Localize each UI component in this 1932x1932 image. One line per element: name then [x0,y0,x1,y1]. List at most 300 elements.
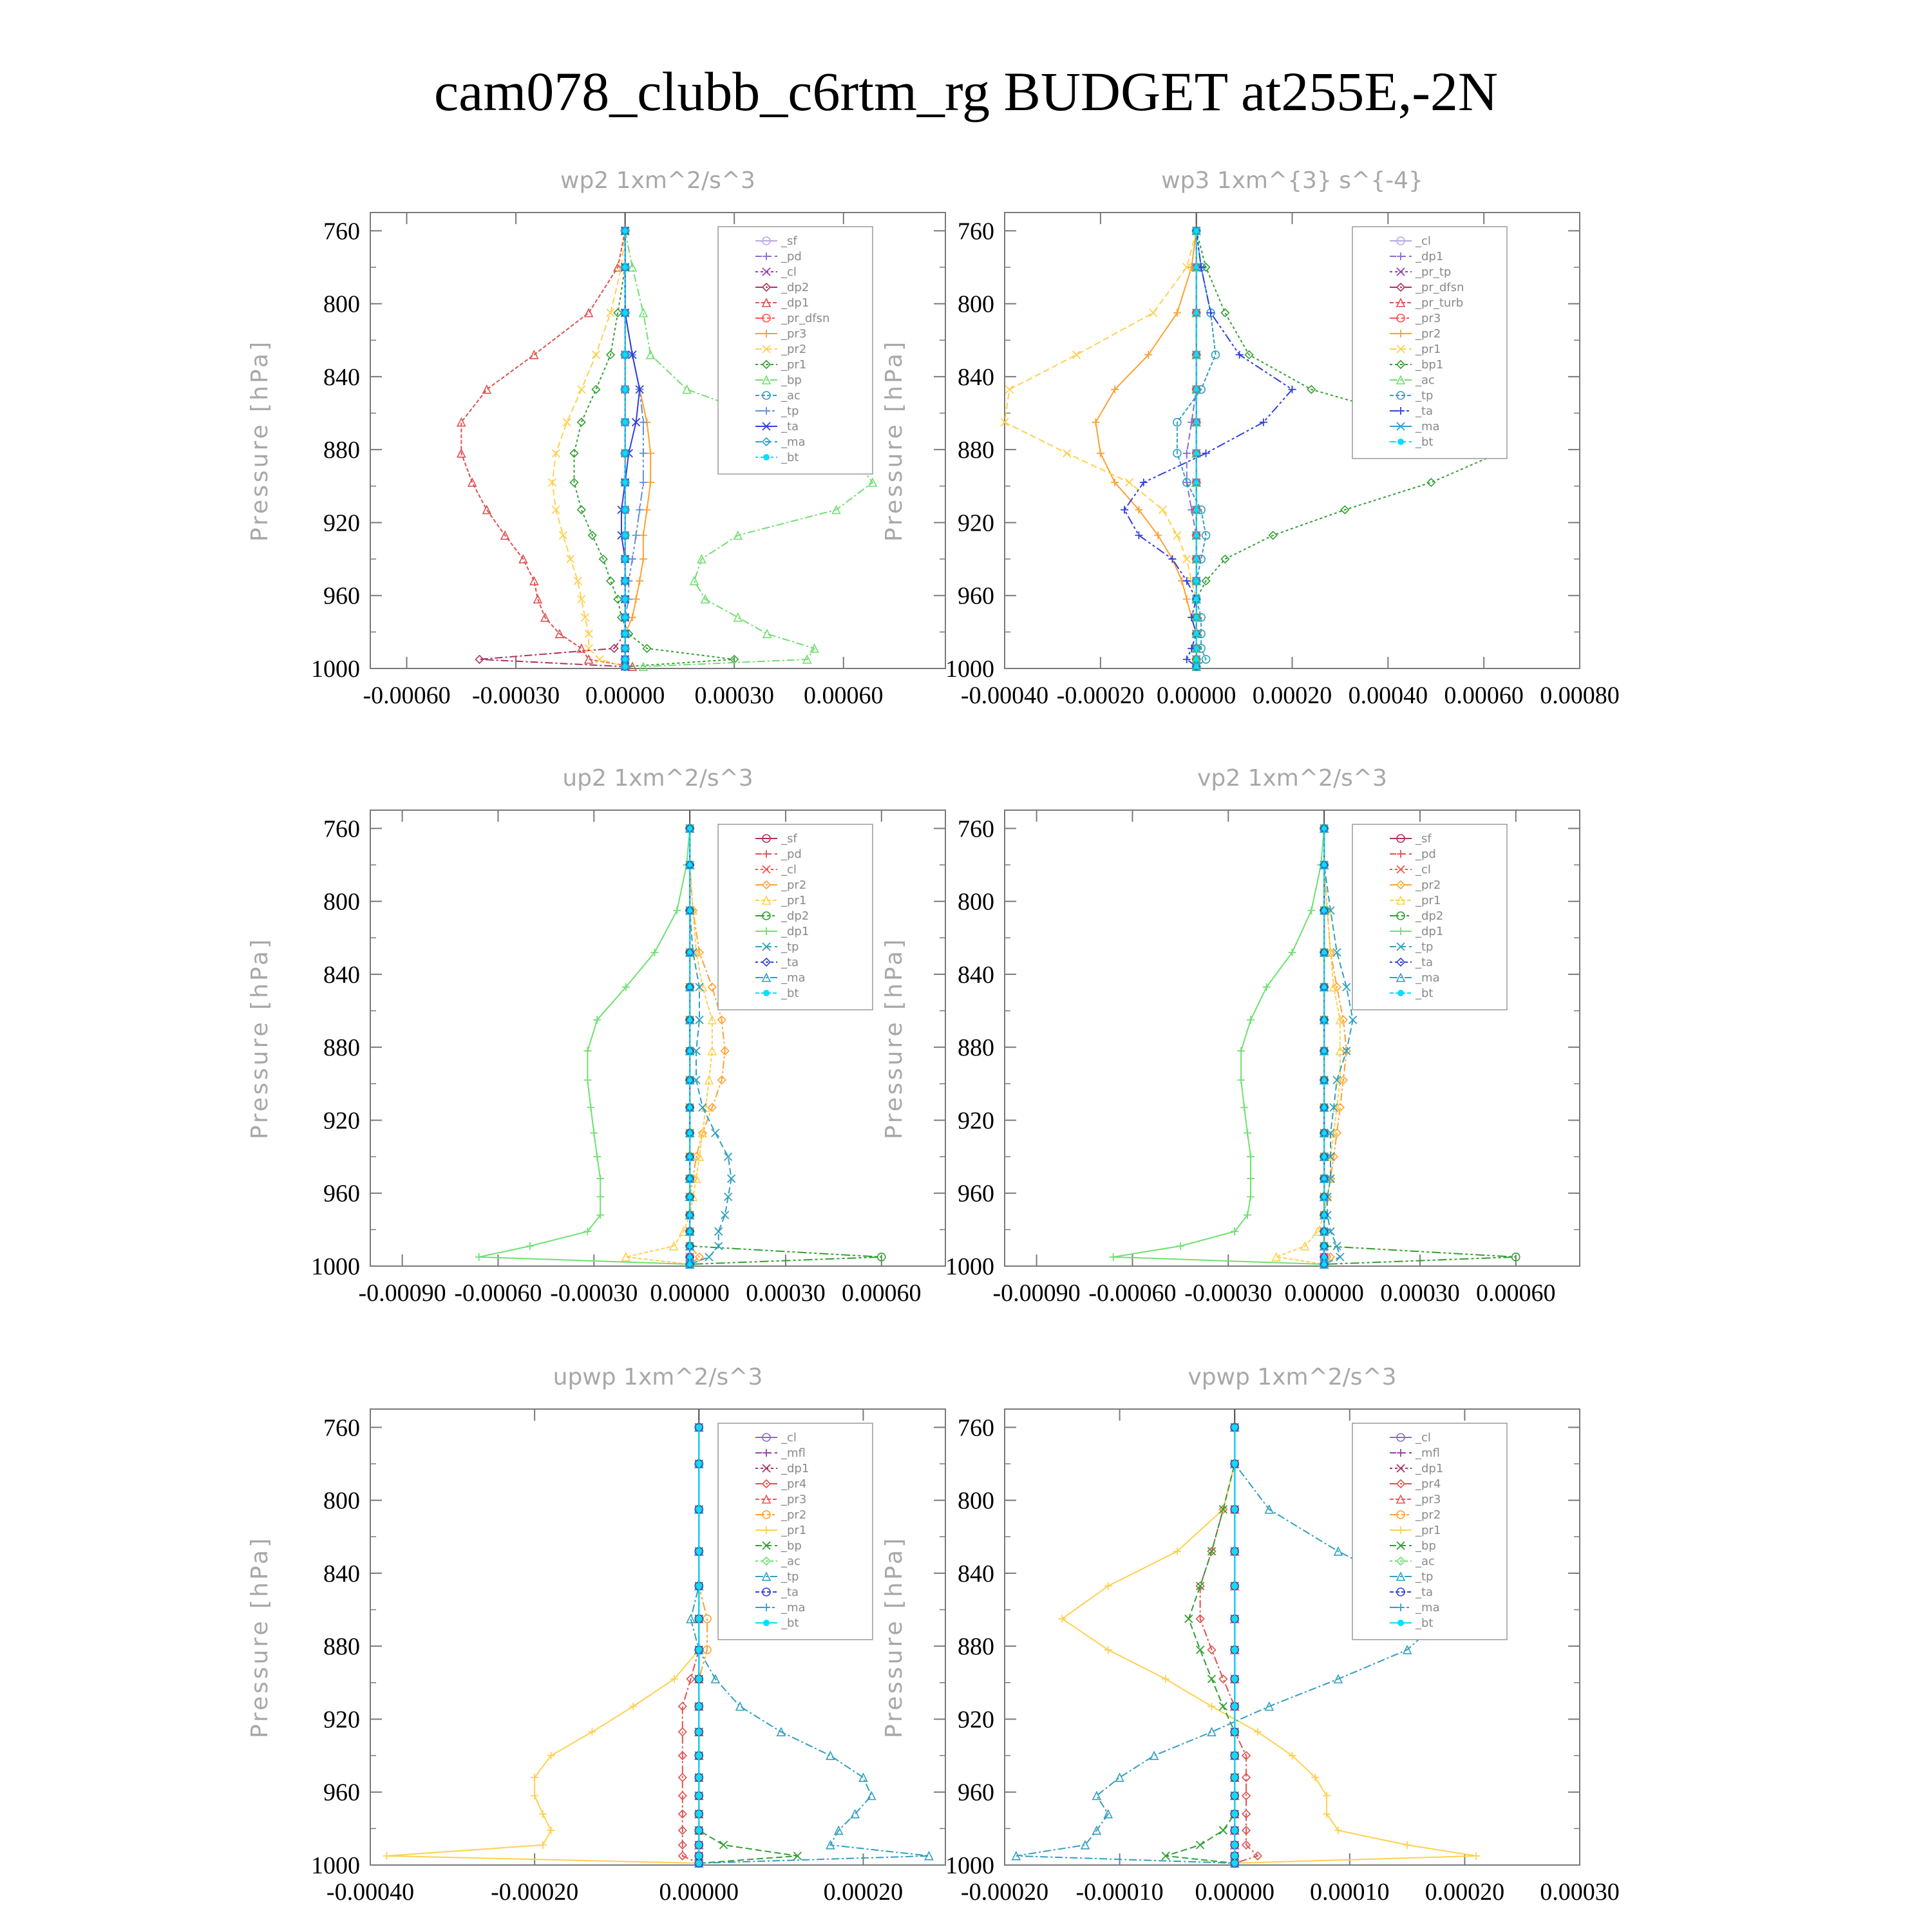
y-tick-label: 960 [323,1180,360,1208]
y-tick-label: 840 [958,1560,994,1587]
y-tick-label: 800 [958,290,994,318]
data-point [687,1077,692,1083]
legend-label: _bt [1416,987,1434,1000]
data-point [696,1461,701,1466]
data-point [1403,1841,1411,1849]
data-point [588,1728,596,1736]
data-point [623,310,628,316]
legend-label: _bt [1416,1616,1434,1630]
y-tick-label: 840 [958,363,994,391]
data-point [696,1647,701,1653]
series-pr2 [549,227,629,670]
legend-label: _pr1 [781,358,807,372]
y-tick-label: 800 [323,888,360,916]
data-point [636,506,643,514]
data-point [1125,478,1133,486]
x-tick-label: -0.00030 [1184,1280,1273,1307]
data-point [1194,451,1199,456]
legend-label: _tp [781,940,799,954]
data-point [673,907,681,914]
data-point [696,1775,701,1780]
legend-marker [1397,990,1404,996]
x-tick-label: 0.00000 [1156,682,1236,709]
legend-label: _sf [781,832,797,846]
data-point [596,1175,604,1182]
data-point [1219,1703,1227,1710]
legend-label: _bp [781,374,802,387]
y-tick-label: 880 [323,1034,360,1062]
x-tick-label: 0.00060 [842,1280,922,1307]
data-point [647,478,654,486]
y-tick-label: 880 [323,437,360,464]
legend-label: _sf [1416,832,1432,846]
data-point [639,555,647,563]
data-point [1321,1244,1327,1249]
data-point [1240,1104,1248,1112]
data-point [1073,351,1081,359]
data-point [696,1549,701,1554]
data-point [1236,351,1244,359]
y-axis-label: Pressure [hPa] [247,1535,273,1739]
data-point [1116,1774,1124,1781]
data-point [1150,1752,1158,1759]
legend-label: _pr2 [1416,878,1441,892]
data-point [636,577,643,585]
data-point [578,506,585,514]
data-point [567,555,574,563]
data-point [687,1262,692,1267]
legend-label: _cl [1416,863,1431,876]
data-point [1173,531,1181,539]
y-tick-label: 880 [958,437,994,464]
y-axis-label: Pressure [hPa] [881,1535,907,1739]
data-point [687,908,692,913]
data-point [687,1213,692,1218]
data-point [539,1810,547,1818]
legend-label: _pd [781,250,802,263]
x-tick-label: -0.00060 [1088,1280,1177,1307]
data-point [639,450,647,457]
data-point [1168,555,1176,563]
data-point [623,631,628,636]
data-point [696,1584,701,1589]
data-point [1232,1425,1237,1430]
legend-label: _pd [1416,848,1436,861]
data-point [1185,1615,1193,1623]
x-tick-label: -0.00030 [550,1280,638,1307]
data-point [687,1048,692,1054]
x-tick-label: -0.00040 [326,1879,415,1906]
legend-label: _tp [1416,389,1434,402]
x-tick-label: -0.00010 [1075,1879,1164,1906]
data-point [1247,1175,1255,1182]
data-point [596,656,603,663]
data-point [1194,507,1199,513]
legend-label: _tp [1416,1570,1434,1584]
y-tick-label: 1000 [945,1852,994,1879]
data-point [1208,1548,1215,1555]
data-point [1208,1675,1215,1683]
data-point [623,420,628,425]
series-pr2 [1092,227,1200,670]
data-point [623,533,628,538]
data-point [687,1130,692,1135]
series-line [1124,231,1292,667]
legend-label: _sf [781,234,797,248]
data-point [708,983,716,991]
data-point [1232,1647,1237,1653]
panel-title: upwp 1xm^2/s^3 [553,1364,763,1390]
legend-marker [1397,439,1404,445]
legend-label: _cl [781,863,797,876]
y-tick-label: 920 [323,1706,360,1734]
y-tick-label: 960 [958,1180,994,1208]
legend-label: _cl [1416,1431,1431,1444]
panel-title: up2 1xm^2/s^3 [562,765,753,791]
legend-label: _pr1 [781,1524,807,1537]
data-point [1321,950,1327,955]
data-point [696,1842,701,1848]
y-tick-label: 920 [323,509,360,537]
data-point [1237,1076,1245,1084]
data-point [1321,1213,1327,1218]
y-tick-label: 960 [958,582,994,610]
data-point [696,1676,701,1681]
data-point [583,1076,591,1084]
data-point [1063,450,1071,457]
series-pr1 [1001,227,1200,670]
legend-label: _ma [1416,971,1440,985]
data-point [696,1793,701,1798]
data-point [687,862,692,867]
data-point [1232,1729,1237,1734]
data-point [1321,1077,1327,1083]
series-line [574,231,735,667]
data-point [1321,1048,1327,1054]
data-point [1247,1016,1255,1024]
data-point [687,1615,695,1623]
data-point [826,1752,834,1759]
data-point [1232,1828,1237,1833]
y-tick-label: 960 [323,1779,360,1806]
x-tick-label: 0.00030 [1540,1879,1620,1906]
data-point [715,1242,723,1250]
legend-label: _pr2 [781,343,807,356]
series-dp2 [476,227,629,670]
legend-label: _pr1 [1416,343,1441,356]
data-point [623,387,628,392]
data-point [1194,420,1199,425]
y-tick-label: 960 [958,1779,994,1806]
data-point [1244,1129,1251,1137]
data-point [687,1018,692,1023]
data-point [712,1129,719,1137]
data-point [583,1047,591,1055]
data-point [623,352,628,357]
x-tick-label: 0.00000 [659,1879,739,1906]
panel-6 [881,1364,1620,1906]
data-point [705,1253,713,1261]
x-tick-label: -0.00020 [960,1879,1049,1906]
data-point [683,386,691,393]
data-point [1194,646,1199,651]
data-point [607,577,614,585]
data-point [1183,595,1191,603]
panel-title: vpwp 1xm^2/s^3 [1188,1364,1397,1390]
legend [1352,1423,1507,1640]
data-point [1232,1549,1237,1554]
x-tick-label: -0.00020 [1056,682,1144,709]
data-point [1194,228,1199,233]
legend-label: _cl [781,1431,797,1444]
data-point [1194,352,1199,357]
data-point [587,1104,594,1112]
data-point [1159,506,1167,514]
series-line [553,231,625,667]
data-point [734,614,742,621]
y-tick-label: 1000 [311,656,360,683]
y-tick-label: 760 [958,815,994,843]
data-point [1104,1646,1112,1654]
data-point [1321,1154,1327,1159]
data-point [696,1753,701,1758]
data-point [1183,450,1191,457]
legend-label: _ta [781,1586,799,1599]
data-point [1336,1253,1344,1261]
data-point [623,578,628,583]
data-point [1232,1793,1237,1798]
legend-label: _dp1 [781,296,810,310]
legend-label: _pr_tp [1416,265,1452,279]
y-axis-label: Pressure [hPa] [247,339,273,542]
legend-label: _pr2 [1416,327,1441,341]
series-pr4 [1197,1423,1262,1867]
legend-label: _pr_dfsn [1416,281,1464,294]
series-line [480,231,625,667]
y-tick-label: 840 [958,961,994,989]
series-line [1166,1427,1235,1863]
legend-label: _ma [1416,1601,1440,1615]
data-point [623,265,628,270]
data-point [696,1861,701,1866]
x-tick-label: 0.00060 [1476,1280,1556,1307]
legend-label: _ma [781,971,806,985]
data-point [1321,1130,1327,1135]
legend-label: _ac [781,1555,800,1568]
data-point [696,1507,701,1512]
y-tick-label: 760 [958,1414,994,1442]
data-point [1232,1507,1237,1512]
legend-label: _bp1 [1416,358,1444,372]
data-point [1197,1841,1204,1849]
data-point [475,1253,483,1261]
y-axis-label: Pressure [hPa] [881,936,907,1140]
legend-label: _pr2 [1416,1508,1441,1522]
y-tick-label: 920 [958,509,994,537]
data-point [1321,826,1327,831]
y-tick-label: 800 [958,1487,994,1515]
y-tick-label: 800 [958,888,994,916]
data-point [687,985,692,990]
series-dp1 [475,824,694,1268]
data-point [1194,631,1199,636]
data-point [590,1129,598,1137]
data-point [1343,983,1350,991]
data-point [1110,1253,1117,1261]
legend [718,227,873,474]
y-tick-label: 1000 [311,1852,360,1879]
data-point [696,1853,701,1859]
data-point [1194,310,1199,316]
data-point [1321,1176,1327,1181]
data-point [1323,1792,1331,1799]
y-tick-label: 840 [323,363,360,391]
series-line [461,231,632,667]
data-point [1194,664,1199,669]
series-dp1 [457,227,636,670]
data-point [1247,1153,1255,1160]
y-tick-label: 960 [323,582,360,610]
data-point [1334,1826,1342,1834]
series-line [479,828,690,1264]
data-point [1321,1018,1327,1023]
data-point [1321,1229,1327,1234]
legend-label: _dp1 [1416,925,1444,938]
data-point [696,1616,701,1622]
data-point [643,506,651,514]
series-pr1 [383,1423,703,1867]
data-point [1194,387,1199,392]
legend-label: _bt [1416,435,1434,449]
legend-marker [763,1620,770,1626]
data-point [696,1425,701,1430]
legend-label: _ma [781,1601,806,1615]
data-point [1232,1842,1237,1848]
legend-label: _pr3 [1416,1493,1441,1506]
data-point [696,1729,701,1734]
series-line [626,828,712,1264]
data-point [1194,657,1199,662]
x-tick-label: 0.00000 [1284,1280,1364,1307]
data-point [687,1229,692,1234]
data-point [1232,1461,1237,1466]
data-point [696,1812,701,1817]
legend [1352,824,1507,1010]
data-point [1194,480,1199,485]
legend-label: _pr4 [781,1477,807,1491]
x-tick-label: 0.00080 [1540,682,1620,709]
x-tick-label: 0.00020 [1425,1879,1505,1906]
y-tick-label: 1000 [311,1253,360,1280]
data-point [687,1194,692,1199]
data-point [563,419,571,426]
data-point [623,615,628,620]
legend-label: _tp [781,1570,799,1584]
legend-marker [1397,1620,1404,1626]
data-point [696,1828,701,1833]
x-tick-label: -0.00090 [992,1280,1081,1307]
legend-label: _pr3 [1416,312,1441,325]
data-point [696,1704,701,1709]
panel-title: vp2 1xm^2/s^3 [1197,765,1387,791]
data-point [1173,309,1181,317]
data-point [1208,1703,1215,1710]
data-point [1237,1047,1245,1055]
legend-label: _ta [1416,956,1434,969]
panel-title: wp3 1xm^{3} s^{-4} [1161,167,1423,194]
x-tick-label: -0.00060 [454,1280,542,1307]
data-point [1194,265,1199,270]
x-tick-label: 0.00000 [1195,1879,1274,1906]
series-dp1 [1110,824,1328,1268]
y-tick-label: 760 [958,218,994,245]
data-point [720,1841,728,1849]
legend-label: _dp2 [1416,909,1444,923]
data-point [1321,908,1327,913]
data-point [1194,533,1199,538]
data-point [623,556,628,562]
data-point [1194,578,1199,583]
data-point [623,657,628,662]
legend-label: _ta [781,420,799,433]
data-point [1232,1775,1237,1780]
data-point [623,480,628,485]
data-point [687,1255,692,1260]
data-point [763,630,771,638]
data-point [632,531,640,539]
data-point [593,1153,601,1160]
data-point [1162,1675,1170,1683]
data-point [1097,450,1104,457]
data-point [1323,1810,1331,1818]
data-point [1194,596,1199,601]
data-point [687,1176,692,1181]
series-line [1005,231,1197,667]
data-point [531,1792,538,1799]
data-point [1232,1861,1237,1866]
data-point [1208,1728,1215,1736]
data-point [1202,450,1210,457]
legend-label: _bt [781,451,799,464]
data-point [629,1703,637,1710]
data-point [526,1242,534,1250]
x-tick-label: -0.00030 [471,682,560,709]
data-point [623,646,628,651]
x-tick-label: 0.00030 [694,682,774,709]
legend-label: _pd [781,848,802,861]
legend-label: _bt [781,987,799,1000]
data-point [578,386,585,393]
y-tick-label: 1000 [945,656,994,683]
data-point [1194,615,1199,620]
y-tick-label: 760 [323,1414,360,1442]
y-tick-label: 880 [958,1034,994,1062]
legend [718,824,873,1010]
y-axis-label: Pressure [hPa] [247,936,273,1140]
panel-4 [881,765,1580,1307]
series-line [387,1427,699,1863]
data-point [623,664,628,669]
y-tick-label: 920 [958,1706,994,1734]
legend-label: _tp [781,404,799,418]
x-tick-label: 0.00060 [1444,682,1524,709]
data-point [687,1105,692,1110]
panel-5 [247,1364,945,1906]
series-line [1095,231,1196,667]
data-point [592,386,600,393]
series-pr2 [695,1423,711,1867]
legend-label: _ac [1416,374,1435,387]
